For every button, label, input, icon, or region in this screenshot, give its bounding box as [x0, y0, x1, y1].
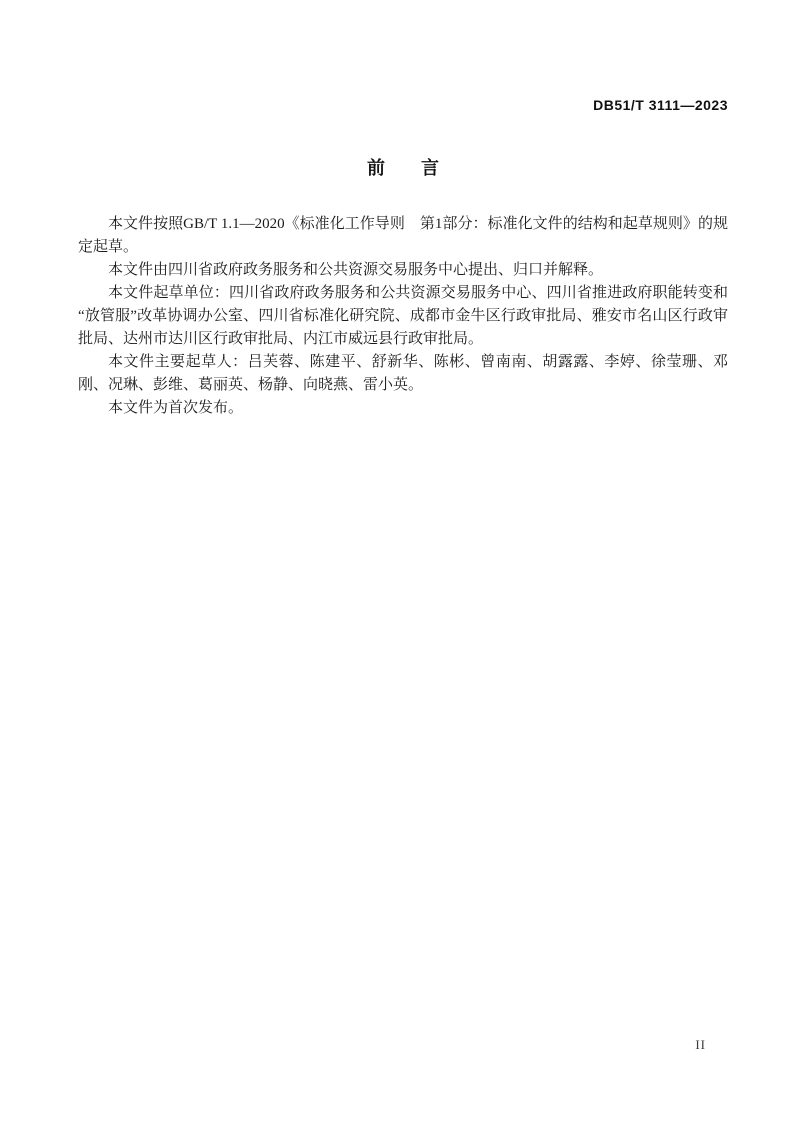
foreword-paragraph-drafters: 本文件主要起草人：吕芙蓉、陈建平、舒新华、陈彬、曾南南、胡露露、李婷、徐莹珊、邓刚、况琳、彭维、葛丽英、杨静、向晓燕、雷小英。 [78, 354, 728, 393]
foreword-body [78, 213, 728, 420]
foreword-paragraph-drafting-organizations: 本文件起草单位：四川省政府政务服务和公共资源交易服务中心、四川省推进政府职能转变和“放管服”改革协调办公室、四川省标准化研究院、成都市金牛区行政审批局、雅安市名山区行政审批局、达州市达川区行政审批局、内江市威远县行政审批局。 [78, 285, 728, 347]
standard-doc-code: DB51/T 3111—2023 [593, 97, 728, 113]
foreword-title: 前 言 [367, 158, 439, 178]
foreword-paragraph-proposer: 本文件由四川省政府政务服务和公共资源交易服务中心提出、归口并解释。 [108, 262, 604, 278]
foreword-paragraph-first-release: 本文件为首次发布。 [108, 400, 244, 416]
foreword-paragraph-drafting-rules: 本文件按照GB/T 1.1—2020《标准化工作导则 第1部分：标准化文件的结构和起草规则》的规定起草。 [78, 216, 728, 255]
page-number: II [695, 1037, 706, 1052]
